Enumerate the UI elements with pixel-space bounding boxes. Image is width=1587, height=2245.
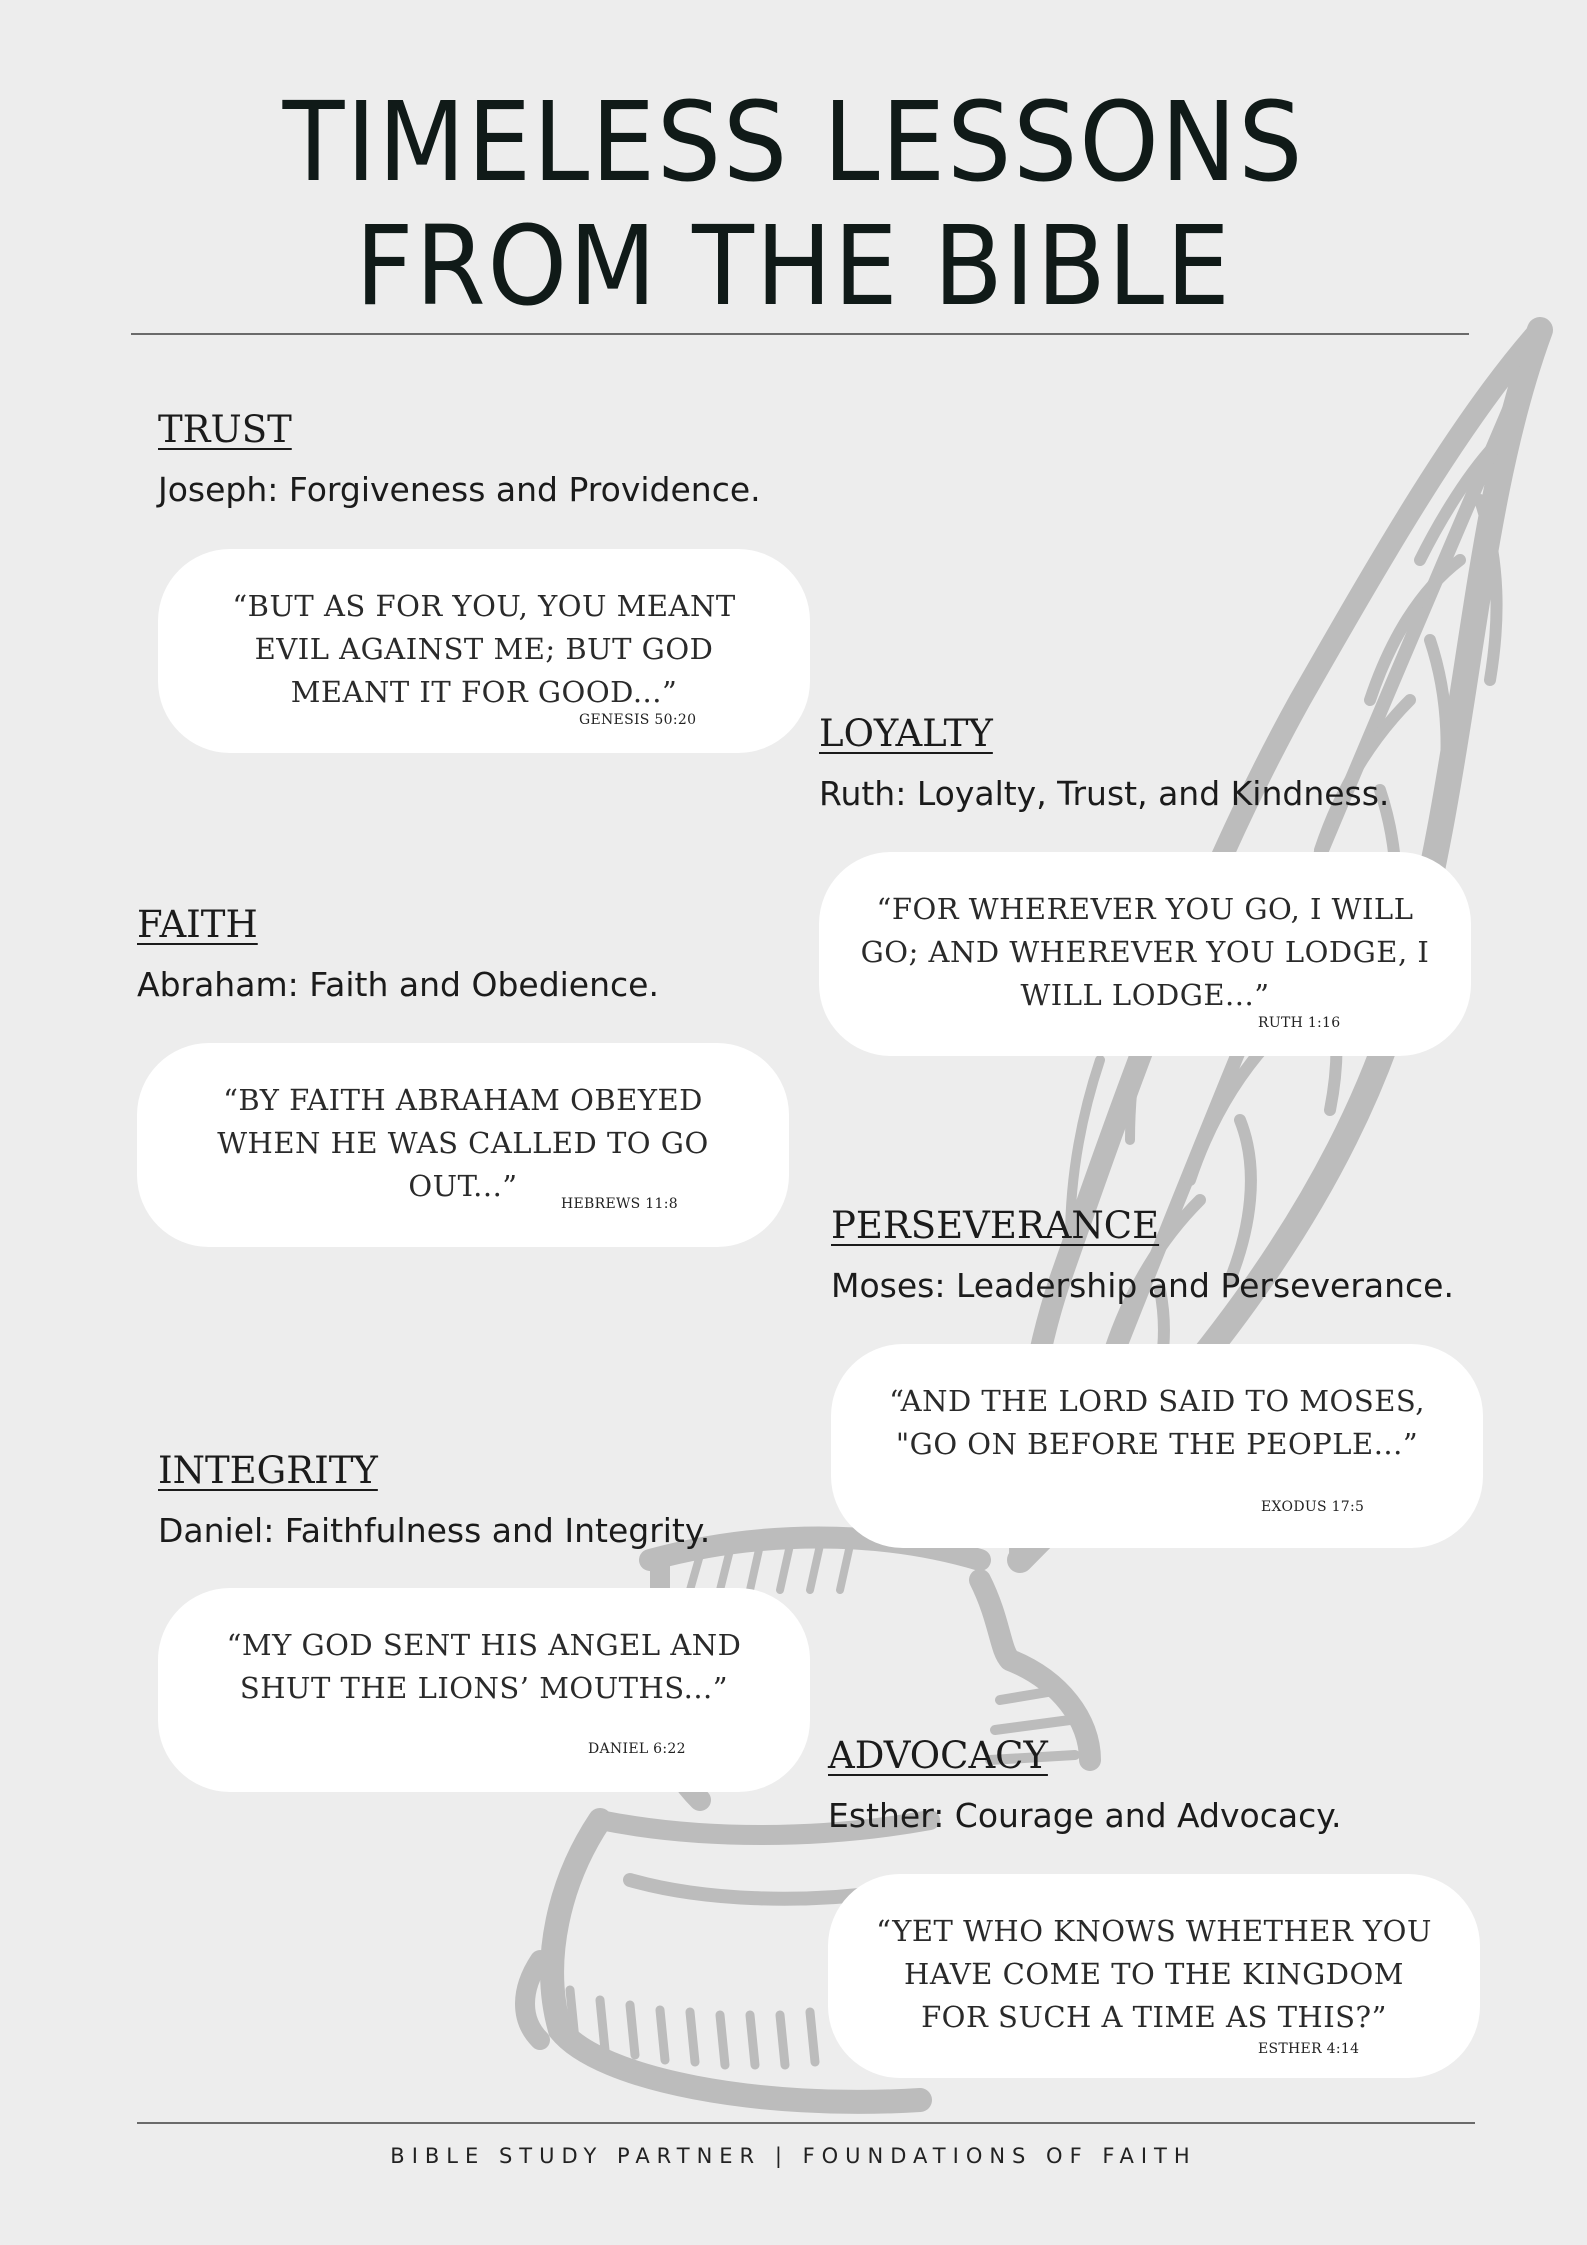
scripture-reference: DANIEL 6:22 [588, 1741, 686, 1757]
section-integrity [158, 1449, 710, 1553]
section-subtitle: Abraham: Faith and Obedience. [137, 965, 659, 1004]
scripture-reference: GENESIS 50:20 [579, 712, 697, 728]
quote-card-integrity [158, 1588, 810, 1792]
section-subtitle: Ruth: Loyalty, Trust, and Kindness. [819, 774, 1390, 813]
section-heading: TRUST [158, 408, 292, 451]
title-line-2: FROM THE BIBLE [355, 202, 1232, 330]
quote-text: “AND THE LORD SAID TO MOSES, "GO ON BEFORE THE PEOPLE...” [889, 1384, 1425, 1461]
section-faith [137, 903, 659, 1007]
section-subtitle: Moses: Leadership and Perseverance. [831, 1266, 1454, 1305]
quote-text: “MY GOD SENT HIS ANGEL AND SHUT THE LIONS’ MOUTHS...” [226, 1628, 742, 1705]
scripture-reference: RUTH 1:16 [1258, 1015, 1341, 1031]
quote-card-trust [158, 549, 810, 753]
quote-text: “BUT AS FOR YOU, YOU MEANT EVIL AGAINST ME; BUT GOD MEANT IT FOR GOOD...” [232, 589, 736, 709]
section-subtitle: Joseph: Forgiveness and Providence. [158, 470, 761, 509]
quote-card-perseverance [831, 1344, 1483, 1548]
section-heading: INTEGRITY [158, 1449, 378, 1492]
quote-text: “BY FAITH ABRAHAM OBEYED WHEN HE WAS CALLED TO GO OUT...” [217, 1083, 709, 1203]
quote-card-faith [137, 1043, 789, 1247]
scripture-reference: EXODUS 17:5 [1261, 1499, 1365, 1515]
title-divider [131, 333, 1469, 335]
section-advocacy [828, 1734, 1342, 1838]
section-subtitle: Esther: Courage and Advocacy. [828, 1796, 1342, 1835]
section-heading: FAITH [137, 903, 258, 946]
quote-card-advocacy [828, 1874, 1480, 2078]
section-trust [158, 408, 761, 512]
scripture-reference: HEBREWS 11:8 [561, 1196, 678, 1212]
page-title [63, 80, 1523, 328]
quote-text: “YET WHO KNOWS WHETHER YOU HAVE COME TO THE KINGDOM FOR SUCH A TIME AS THIS?” [876, 1914, 1432, 2034]
footer-divider [137, 2122, 1475, 2124]
section-heading: ADVOCACY [828, 1734, 1048, 1777]
quote-text: “FOR WHEREVER YOU GO, I WILL GO; AND WHEREVER YOU LODGE, I WILL LODGE...” [860, 892, 1430, 1012]
section-subtitle: Daniel: Faithfulness and Integrity. [158, 1511, 711, 1550]
section-heading: LOYALTY [819, 712, 993, 755]
footer-text: BIBLE STUDY PARTNER | FOUNDATIONS OF FAITH [390, 2144, 1197, 2168]
scripture-reference: ESTHER 4:14 [1258, 2041, 1360, 2057]
section-heading: PERSEVERANCE [831, 1204, 1160, 1247]
title-line-1: TIMELESS LESSONS [282, 78, 1305, 206]
quote-card-loyalty [819, 852, 1471, 1056]
section-perseverance [831, 1204, 1454, 1308]
section-loyalty [819, 712, 1389, 816]
